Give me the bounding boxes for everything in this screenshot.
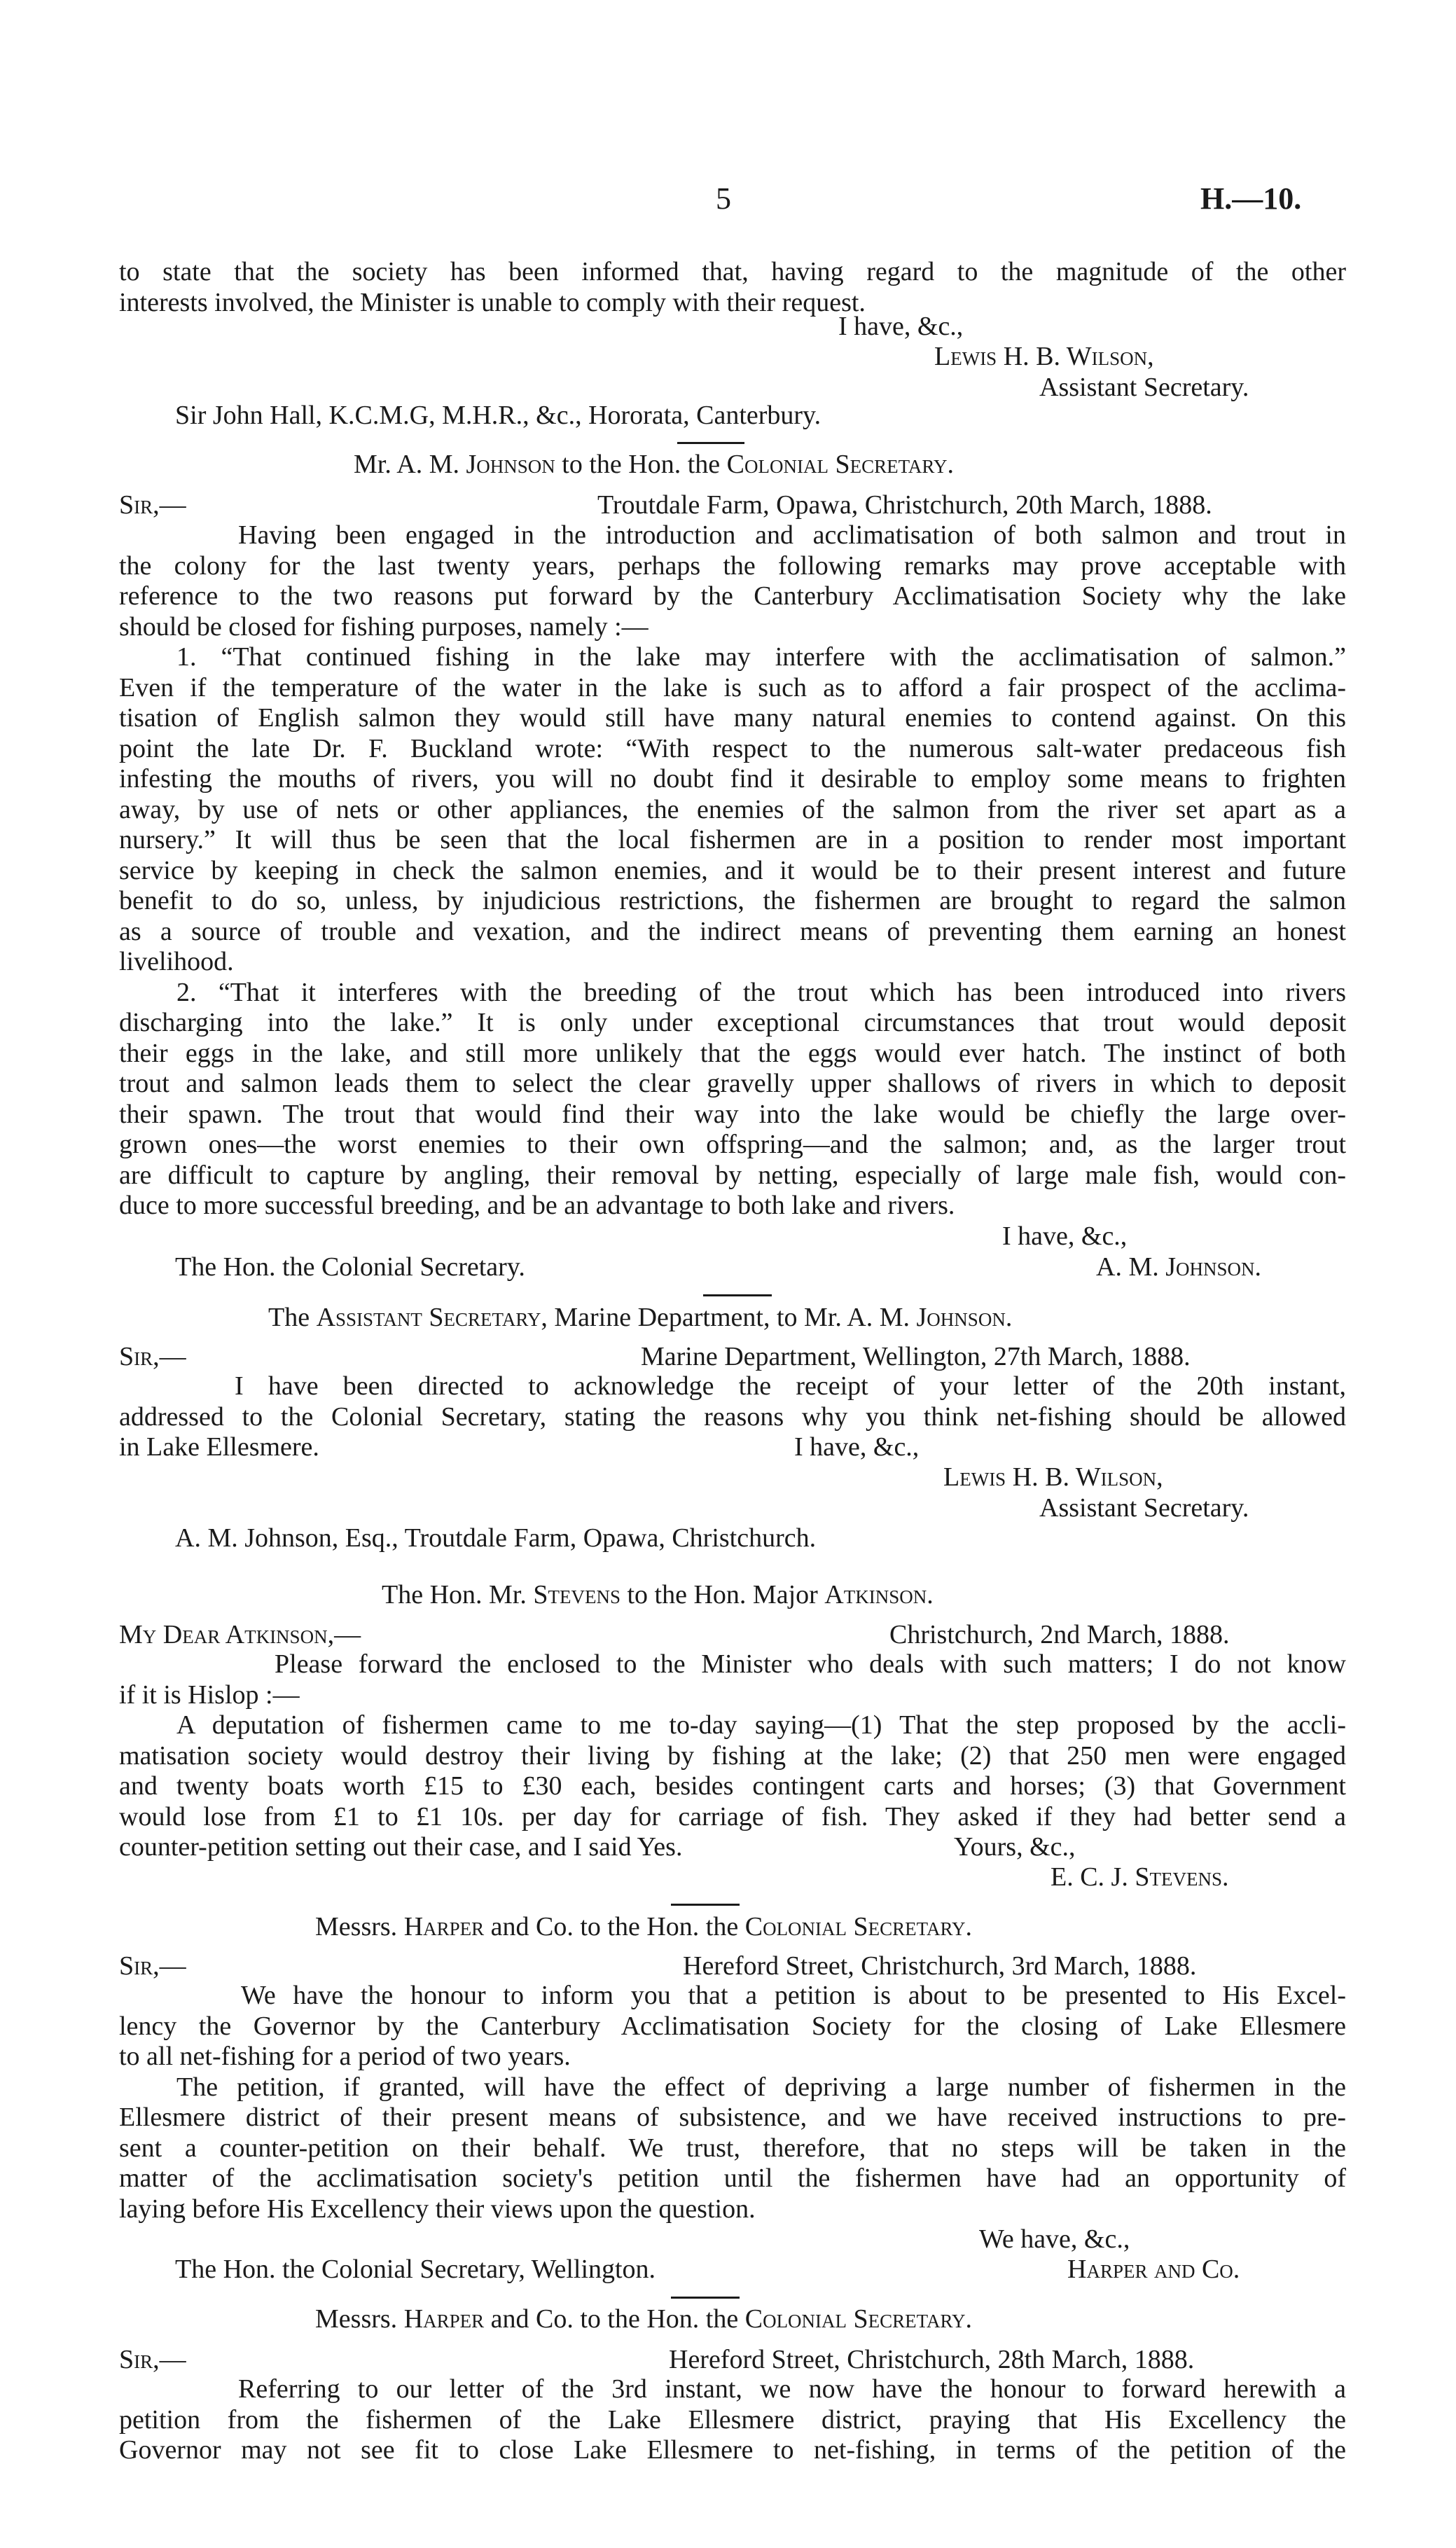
- signature-title: Assistant Secretary.: [1039, 1493, 1249, 1523]
- letter-heading: Messrs. Harper and Co. to the Hon. the Colonial Secretary.: [315, 2304, 973, 2334]
- body-line: matter of the acclimatisation society's petition until the fishermen have had an opportunity of: [119, 2163, 1346, 2193]
- body-line: should be closed for fishing purposes, namely :—: [119, 611, 649, 642]
- body-line: counter-petition setting out their case, and I said Yes.: [119, 1832, 683, 1862]
- place-date: Hereford Street, Christchurch, 28th March, 1888.: [669, 2345, 1195, 2374]
- body-line: their eggs in the lake, and still more unlikely that the eggs would ever hatch. The instinct of both: [119, 1038, 1346, 1068]
- body-line: 2. “That it interferes with the breeding of the trout which has been introduced into rivers: [176, 977, 1346, 1007]
- signature: A. M. Johnson.: [1096, 1252, 1262, 1282]
- letter-body: [119, 2374, 1346, 2466]
- closing: I have, &c.,: [838, 312, 964, 341]
- salutation: Sir,—: [119, 490, 186, 520]
- body-line: lency the Governor by the Canterbury Acclimatisation Society for the closing of Lake Ellesmere: [119, 2011, 1346, 2041]
- salutation: Sir,—: [119, 1342, 186, 1371]
- addressee: Sir John Hall, K.C.M.G, M.H.R., &c., Hororata, Canterbury.: [175, 401, 821, 430]
- place-date: Marine Department, Wellington, 27th March, 1888.: [641, 1342, 1191, 1371]
- letter-heading: Messrs. Harper and Co. to the Hon. the Colonial Secretary.: [315, 1912, 973, 1941]
- body-line: their spawn. The trout that would find their way into the lake would be chiefly the large over-: [119, 1099, 1346, 1129]
- signature: E. C. J. Stevens.: [1051, 1862, 1229, 1892]
- body-line: addressed to the Colonial Secretary, stating the reasons why you think net-fishing should be allowed: [119, 1401, 1346, 1432]
- body-line: The petition, if granted, will have the effect of depriving a large number of fishermen in the: [176, 2072, 1346, 2102]
- body-line: away, by use of nets or other appliances, the enemies of the salmon from the river set apart as a: [119, 794, 1346, 824]
- body-line: livelihood.: [119, 947, 234, 976]
- body-line: infesting the mouths of rivers, you will no doubt find it desirable to employ some means to frighten: [119, 764, 1346, 794]
- letter-body: [119, 520, 1346, 1221]
- letter-heading: The Assistant Secretary, Marine Department, to Mr. A. M. Johnson.: [268, 1303, 1013, 1332]
- section-divider: [703, 1294, 772, 1296]
- signature: Harper and Co.: [1067, 2255, 1240, 2284]
- signature: Lewis H. B. Wilson,: [934, 342, 1154, 371]
- body-line: reference to the two reasons put forward by the Canterbury Acclimatisation Society why the lake: [119, 581, 1346, 611]
- body-line: sent a counter-petition on their behalf. We trust, therefore, that no steps will be taken in the: [119, 2133, 1346, 2163]
- body-line: to all net-fishing for a period of two years.: [119, 2042, 571, 2071]
- body-line: in Lake Ellesmere.: [119, 1432, 319, 1462]
- closing: Yours, &c.,: [954, 1832, 1076, 1862]
- salutation: My Dear Atkinson,—: [119, 1620, 361, 1649]
- body-line: are difficult to capture by angling, their removal by netting, especially of large male fish, would con-: [119, 1160, 1346, 1190]
- addressee: The Hon. the Colonial Secretary, Wellington.: [175, 2255, 656, 2284]
- body-line: nursery.” It will thus be seen that the local fishermen are in a position to render most important: [119, 825, 1346, 854]
- body-line: and twenty boats worth £15 to £30 each, besides contingent carts and horses; (3) that Government: [119, 1771, 1346, 1801]
- salutation: Sir,—: [119, 1951, 186, 1981]
- letter-heading: The Hon. Mr. Stevens to the Hon. Major Atkinson.: [382, 1580, 934, 1609]
- body-line: to state that the society has been informed that, having regard to the magnitude of the other: [119, 257, 1346, 286]
- place-date: Christchurch, 2nd March, 1888.: [889, 1620, 1230, 1649]
- body-line: trout and salmon leads them to select the clear gravelly upper shallows of rivers in which to deposit: [119, 1069, 1346, 1098]
- body-line: duce to more successful breeding, and be an advantage to both lake and rivers.: [119, 1191, 955, 1220]
- closing: We have, &c.,: [979, 2224, 1130, 2254]
- body-line: Having been engaged in the introduction and acclimatisation of both salmon and trout in: [238, 520, 1346, 550]
- section-divider: [677, 442, 744, 444]
- body-line: Please forward the enclosed to the Minister who deals with such matters; I do not know: [275, 1649, 1346, 1679]
- signature: Lewis H. B. Wilson,: [943, 1462, 1163, 1492]
- body-line: A deputation of fishermen came to me to-day saying—(1) That the step proposed by the accli-: [176, 1710, 1346, 1740]
- document-reference: H.—10.: [1200, 181, 1302, 216]
- body-line: if it is Hislop :—: [119, 1680, 300, 1710]
- body-line: would lose from £1 to £1 10s. per day for carriage of fish. They asked if they had better send a: [119, 1801, 1346, 1832]
- letter-1-continuation: [119, 257, 1346, 318]
- body-line: Even if the temperature of the water in the lake is such as to afford a fair prospect of the acclima-: [119, 672, 1346, 702]
- place-date: Hereford Street, Christchurch, 3rd March, 1888.: [683, 1951, 1197, 1981]
- section-divider: [671, 2297, 740, 2299]
- body-line: We have the honour to inform you that a petition is about to be presented to His Excel-: [241, 1981, 1346, 2010]
- letter-body: [119, 1371, 1346, 1432]
- body-line: service by keeping in check the salmon enemies, and it would be to their present interest and future: [119, 855, 1346, 885]
- body-line: matisation society would destroy their living by fishing at the lake; (2) that 250 men were engaged: [119, 1740, 1346, 1771]
- body-line: Referring to our letter of the 3rd instant, we now have the honour to forward herewith a: [238, 2374, 1346, 2404]
- body-line: petition from the fishermen of the Lake Ellesmere district, praying that His Excellency the: [119, 2404, 1346, 2435]
- body-line: tisation of English salmon they would still have many natural enemies to contend against. On this: [119, 703, 1346, 733]
- letter-body: [119, 1981, 1346, 2224]
- closing: I have, &c.,: [794, 1432, 920, 1462]
- addressee: The Hon. the Colonial Secretary.: [175, 1252, 525, 1282]
- body-line: as a source of trouble and vexation, and the indirect means of preventing them earning an honest: [119, 916, 1346, 946]
- body-line: interests involved, the Minister is unable to comply with their request.: [119, 287, 866, 317]
- salutation: Sir,—: [119, 2345, 186, 2374]
- addressee: A. M. Johnson, Esq., Troutdale Farm, Opawa, Christchurch.: [175, 1523, 817, 1553]
- body-line: the colony for the last twenty years, perhaps the following remarks may prove acceptable with: [119, 551, 1346, 581]
- page-number: 5: [716, 181, 731, 216]
- signature-title: Assistant Secretary.: [1039, 373, 1249, 402]
- body-line: 1. “That continued fishing in the lake may interfere with the acclimatisation of salmon.”: [176, 642, 1346, 672]
- letter-heading: Mr. A. M. Johnson to the Hon. the Colonial Secretary.: [354, 450, 954, 479]
- body-line: Governor may not see fit to close Lake Ellesmere to net-fishing, in terms of the petition of the: [119, 2435, 1346, 2465]
- body-line: discharging into the lake.” It is only under exceptional circumstances that trout would deposit: [119, 1008, 1346, 1037]
- body-line: laying before His Excellency their views upon the question.: [119, 2194, 756, 2224]
- body-line: I have been directed to acknowledge the receipt of your letter of the 20th instant,: [235, 1371, 1346, 1401]
- body-line: point the late Dr. F. Buckland wrote: “With respect to the numerous salt-water predaceous fish: [119, 733, 1346, 763]
- section-divider: [671, 1904, 740, 1906]
- place-date: Troutdale Farm, Opawa, Christchurch, 20th March, 1888.: [597, 490, 1212, 520]
- closing: I have, &c.,: [1002, 1221, 1128, 1251]
- body-line: grown ones—the worst enemies to their own offspring—and the salmon; and, as the larger trout: [119, 1130, 1346, 1159]
- letter-body: [119, 1649, 1346, 1832]
- body-line: benefit to do so, unless, by injudicious restrictions, the fishermen are brought to regard the salmon: [119, 886, 1346, 915]
- body-line: Ellesmere district of their present means of subsistence, and we have received instructions to pre-: [119, 2103, 1346, 2132]
